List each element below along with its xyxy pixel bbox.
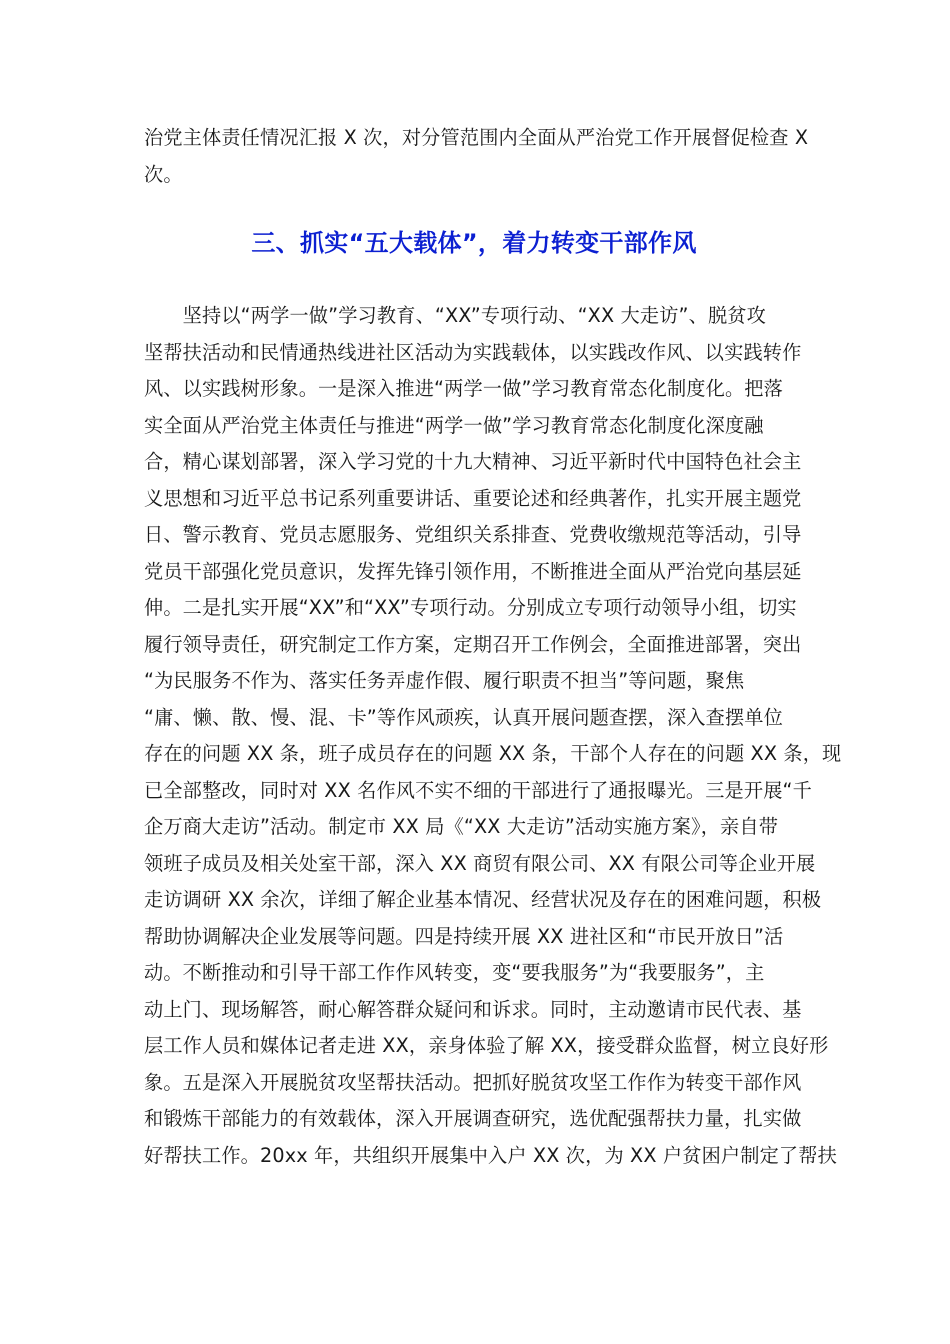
text-line: 合，精心谋划部署，深入学习党的十九大精神、习近平新时代中国特色社会主	[144, 450, 802, 473]
text-line: 走访调研 XX 余次，详细了解企业基本情况、经营状况及存在的困难问题，积极	[144, 888, 822, 911]
text-line: 企万商大走访”活动。制定市 XX 局《“XX 大走访”活动实施方案》，亲自带	[144, 815, 779, 838]
text-line: “为民服务不作为、落实任务弄虚作假、履行职责不担当”等问题，聚焦	[144, 669, 745, 692]
text-line: 已全部整改，同时对 XX 名作风不实不细的干部进行了通报曝光。三是开展“千	[144, 778, 812, 802]
section-heading: 三、抓实“五大载体”，着力转变干部作风	[251, 229, 697, 257]
text-line: 帮助协调解决企业发展等问题。四是持续开展 XX 进社区和“市民开放日”活	[144, 924, 784, 948]
text-line: 伸。二是扎实开展“XX”和“XX”专项行动。分别成立专项行动领导小组，切实	[144, 596, 797, 619]
text-line: 好帮扶工作。20xx 年，共组织开展集中入户 XX 次，为 XX 户贫困户制定了帮扶	[144, 1143, 837, 1167]
text-line: 义思想和习近平总书记系列重要讲话、重要论述和经典著作，扎实开展主题党	[144, 486, 802, 510]
text-line: 履行领导责任，研究制定工作方案，定期召开工作例会，全面推进部署，突出	[144, 632, 802, 656]
text-line: 治党主体责任情况汇报 X 次，对分管范围内全面从严治党工作开展督促检查 X	[144, 126, 809, 149]
text-line: 存在的问题 XX 条，班子成员存在的问题 XX 条，干部个人存在的问题 XX 条，现	[144, 742, 842, 765]
text-line: “庸、懒、散、慢、混、卡”等作风顽疾，认真开展问题查摆，深入查摆单位	[144, 705, 783, 729]
text-line: 动。不断推动和引导干部工作作风转变，变“要我服务”为“我要服务”，主	[144, 961, 765, 984]
text-line: 象。五是深入开展脱贫攻坚帮扶活动。把抓好脱贫攻坚工作作为转变干部作风	[144, 1070, 802, 1094]
text-line: 动上门、现场解答，耐心解答群众疑问和诉求。同时，主动邀请市民代表、基	[144, 997, 802, 1021]
text-line: 党员干部强化党员意识，发挥先锋引领作用，不断推进全面从严治党向基层延	[144, 559, 802, 583]
text-line: 次。	[144, 162, 183, 186]
intro-paragraph	[144, 120, 809, 193]
text-line: 层工作人员和媒体记者走进 XX，亲身体验了解 XX，接受群众监督，树立良好形	[144, 1034, 829, 1057]
text-line: 坚持以“两学一做”学习教育、“XX”专项行动、“XX 大走访”、脱贫攻	[144, 304, 766, 327]
text-line: 实全面从严治党主体责任与推进“两学一做”学习教育常态化制度化深度融	[144, 413, 764, 437]
text-line: 和锻炼干部能力的有效载体，深入开展调查研究，选优配强帮扶力量，扎实做	[144, 1107, 802, 1130]
text-line: 坚帮扶活动和民情通热线进社区活动为实践载体，以实践改作风、以实践转作	[144, 340, 802, 364]
text-line: 日、警示教育、党员志愿服务、党组织关系排查、党费收缴规范等活动，引导	[144, 523, 802, 546]
text-line: 领班子成员及相关处室干部，深入 XX 商贸有限公司、XX 有限公司等企业开展	[144, 851, 816, 875]
body-paragraph	[144, 298, 842, 1174]
text-line: 风、以实践树形象。一是深入推进“两学一做”学习教育常态化制度化。把落	[144, 377, 783, 400]
